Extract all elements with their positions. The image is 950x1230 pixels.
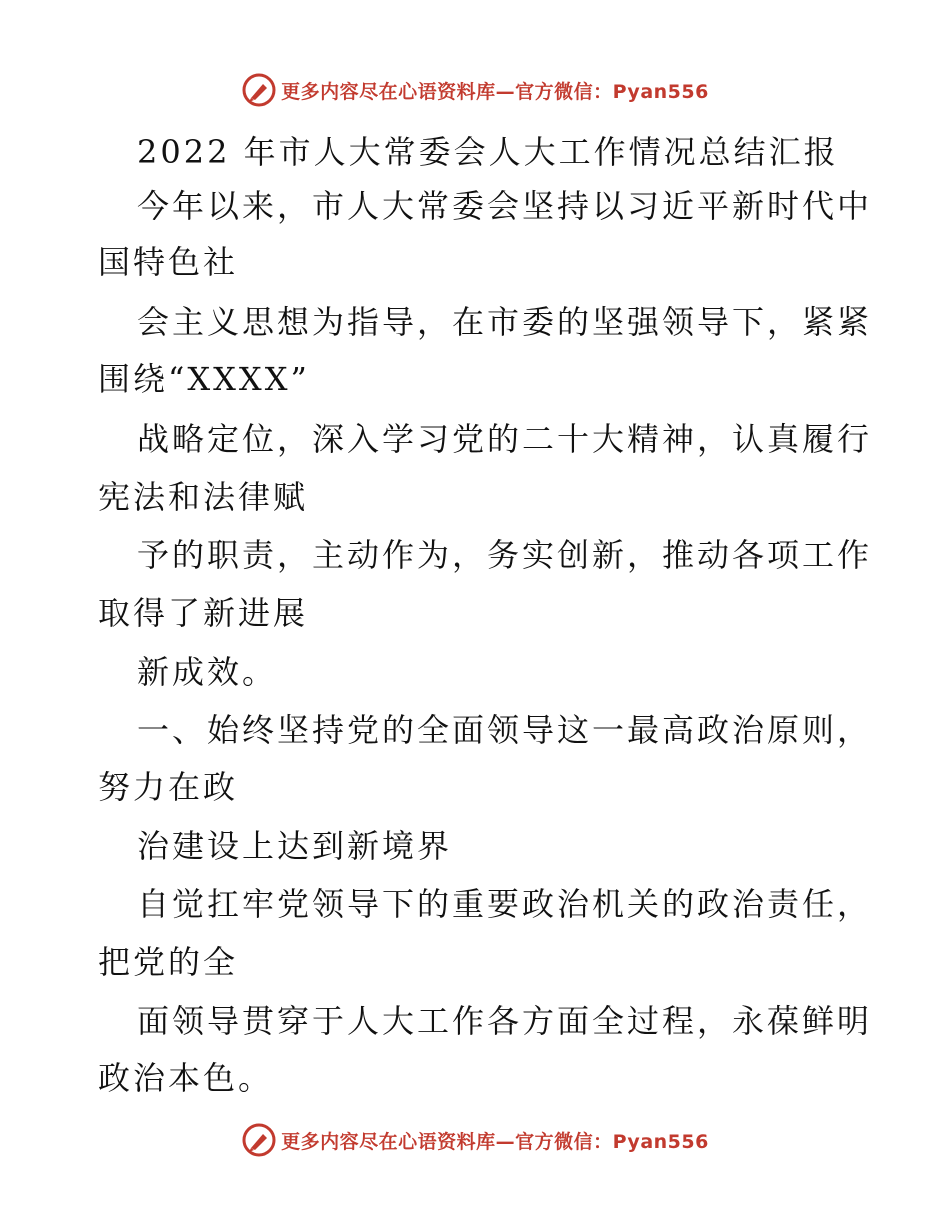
section-heading-line: 一、始终坚持党的全面领导这一最高政治原则， bbox=[137, 711, 873, 749]
footer-banner-text: 更多内容尽在心语资料库—官方微信：Pyan556 bbox=[281, 1130, 709, 1153]
footer-banner bbox=[0, 1120, 950, 1160]
pen-logo-icon bbox=[241, 72, 277, 108]
paragraph-line: 取得了新进展 bbox=[98, 594, 309, 632]
pen-logo-icon bbox=[241, 1122, 277, 1158]
paragraph-line: 把党的全 bbox=[98, 943, 239, 981]
section-heading-line: 治建设上达到新境界 bbox=[137, 827, 453, 865]
paragraph-line: 围绕“XXXX” bbox=[98, 360, 310, 398]
paragraph-line: 自觉扛牢党领导下的重要政治机关的政治责任， bbox=[137, 885, 873, 923]
paragraph-line: 会主义思想为指导，在市委的坚强领导下，紧紧 bbox=[137, 303, 873, 341]
header-banner bbox=[0, 70, 950, 110]
paragraph-line: 面领导贯穿于人大工作各方面全过程，永葆鲜明 bbox=[137, 1002, 873, 1040]
paragraph-line: 予的职责，主动作为，务实创新，推动各项工作 bbox=[137, 536, 873, 574]
section-heading-line: 努力在政 bbox=[98, 768, 239, 806]
document-title: 2022 年市人大常委会人大工作情况总结汇报 bbox=[137, 133, 839, 171]
paragraph-line: 今年以来，市人大常委会坚持以习近平新时代中 bbox=[137, 187, 873, 225]
paragraph-line: 新成效。 bbox=[137, 653, 278, 691]
paragraph-line: 战略定位，深入学习党的二十大精神，认真履行 bbox=[137, 420, 873, 458]
paragraph-line: 宪法和法律赋 bbox=[98, 478, 309, 516]
paragraph-line: 国特色社 bbox=[98, 243, 239, 281]
header-banner-text: 更多内容尽在心语资料库—官方微信：Pyan556 bbox=[281, 80, 709, 103]
paragraph-line: 政治本色。 bbox=[98, 1059, 274, 1097]
